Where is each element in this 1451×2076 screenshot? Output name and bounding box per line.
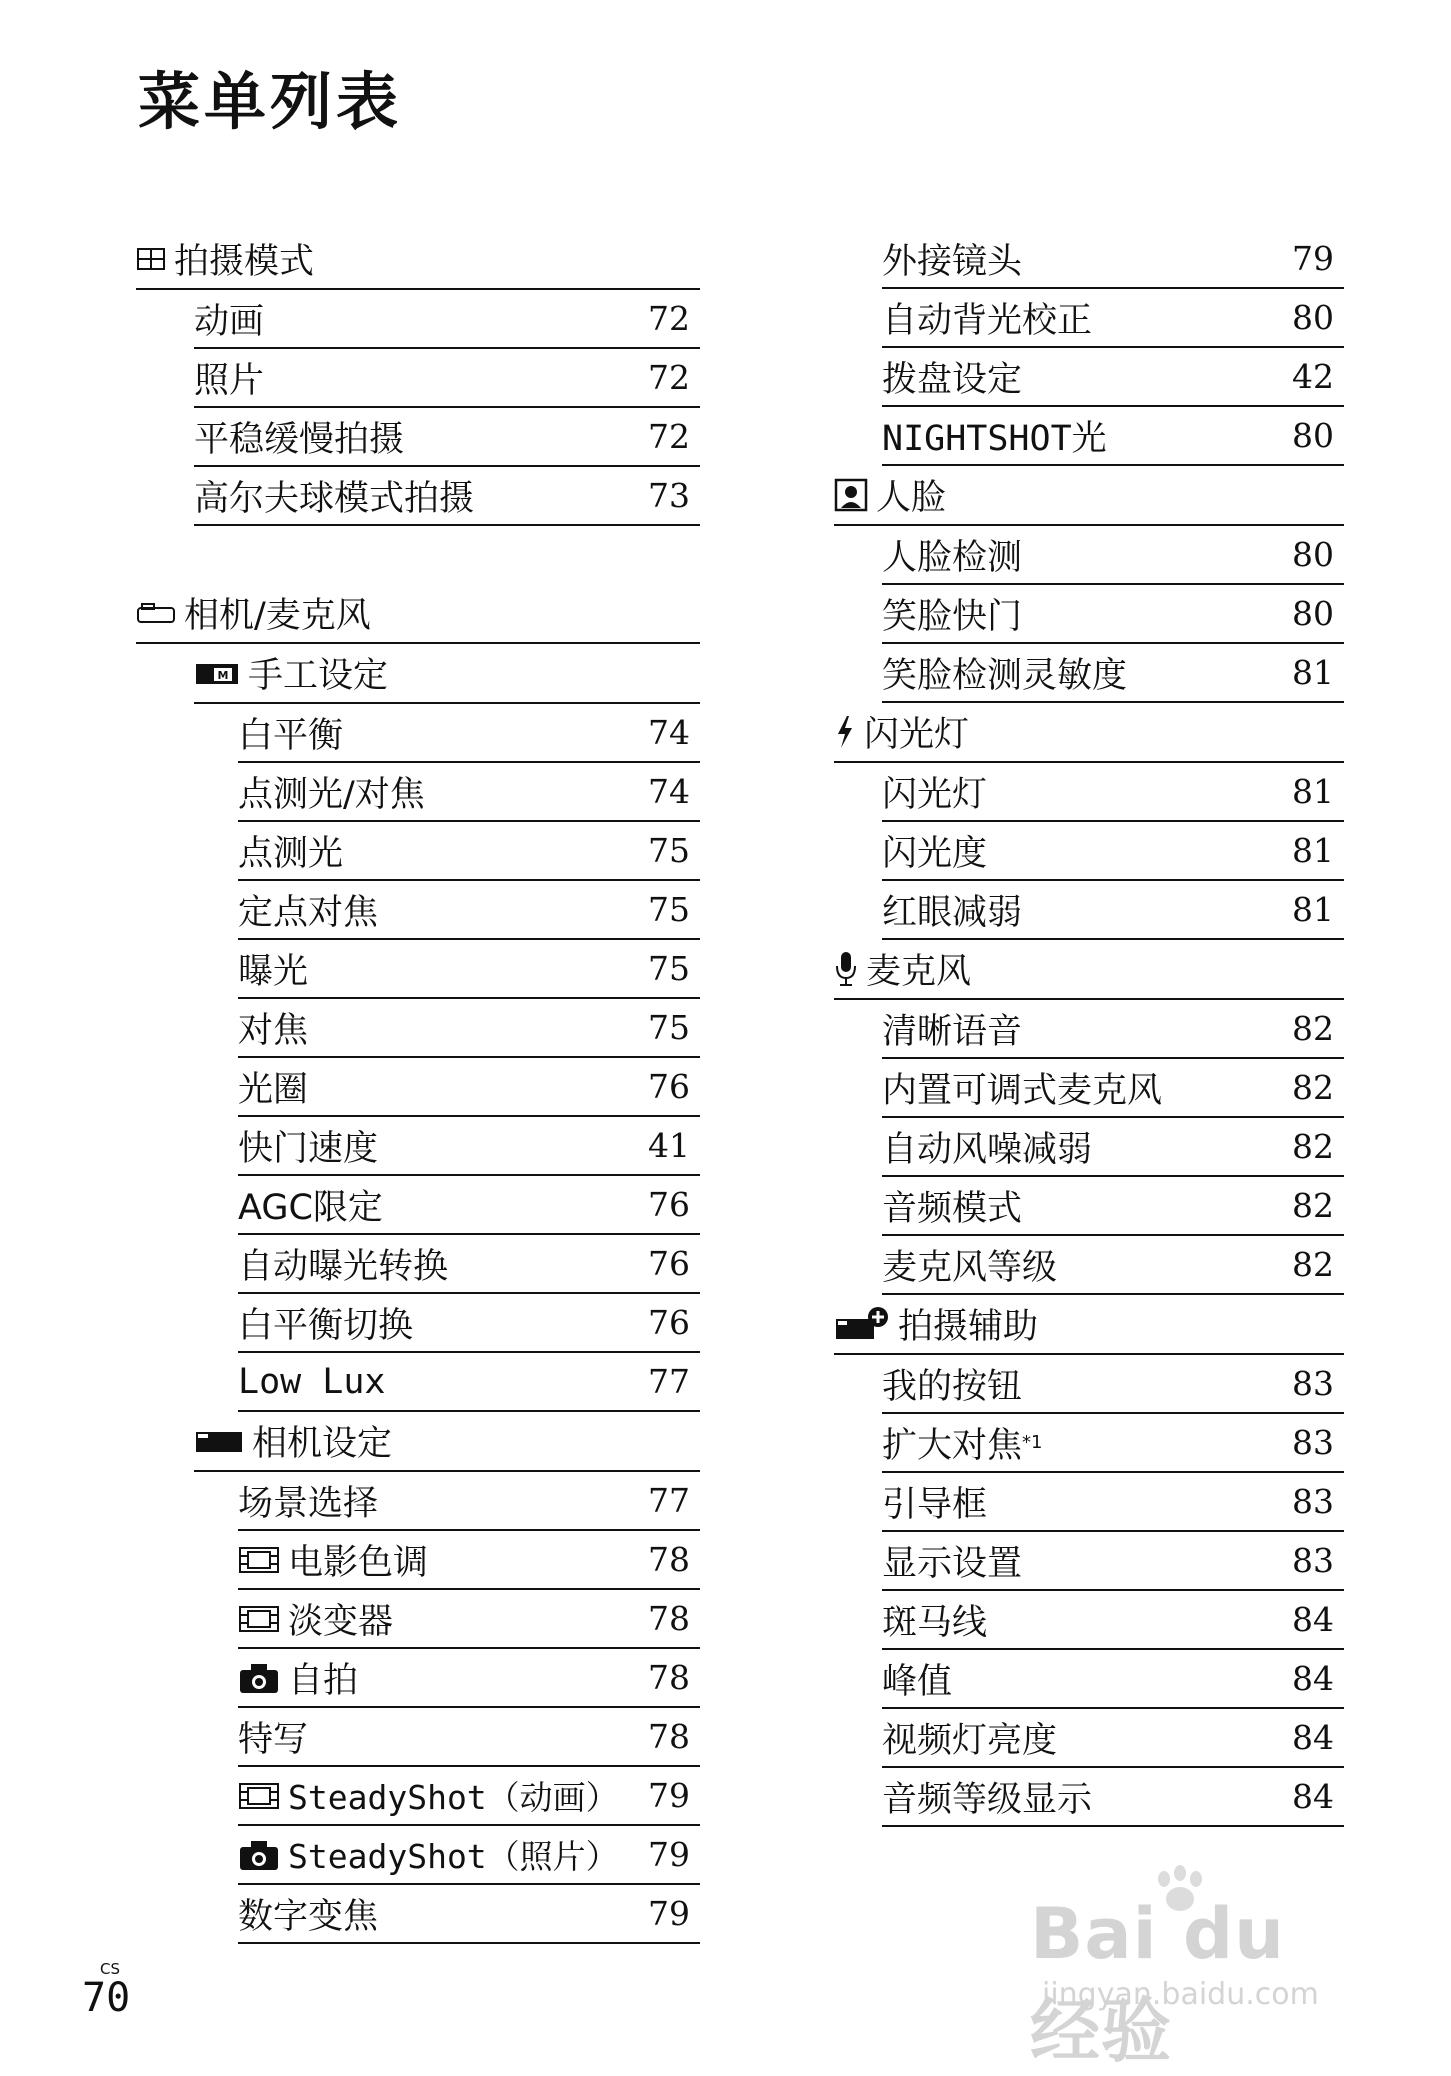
menu-item[interactable]: SteadyShot（动画） 79 bbox=[238, 1767, 700, 1826]
watermark-url: jingyan.baidu.com bbox=[1042, 1977, 1319, 2012]
language-mark: CS bbox=[100, 1960, 120, 1978]
menu-item[interactable]: 自动曝光转换 76 bbox=[238, 1235, 700, 1294]
menu-item[interactable]: 扩大对焦 *1 83 bbox=[882, 1414, 1344, 1473]
page-ref: 81 bbox=[1292, 772, 1334, 811]
section-heading: 麦克风 bbox=[866, 952, 972, 992]
page-ref: 78 bbox=[648, 1658, 690, 1697]
menu-item[interactable]: 平稳缓慢拍摄 72 bbox=[194, 408, 700, 467]
page-ref: 82 bbox=[1292, 1186, 1334, 1225]
page-ref: 80 bbox=[1292, 298, 1334, 337]
page-ref: 74 bbox=[648, 713, 690, 752]
page-ref: 80 bbox=[1292, 594, 1334, 633]
page-ref: 75 bbox=[648, 890, 690, 929]
page-title: 菜单列表 bbox=[138, 65, 403, 138]
menu-item[interactable]: 快门速度 41 bbox=[238, 1117, 700, 1176]
camera-icon bbox=[238, 1661, 280, 1695]
section-microphone bbox=[834, 940, 1344, 1000]
page-ref: 73 bbox=[648, 476, 690, 515]
menu-item[interactable]: 内置可调式麦克风 82 bbox=[882, 1059, 1344, 1118]
svg-text:M: M bbox=[217, 669, 229, 682]
camera-settings-icon bbox=[194, 1426, 244, 1456]
page-ref: 75 bbox=[648, 831, 690, 870]
page-ref: 77 bbox=[648, 1481, 690, 1520]
menu-item[interactable]: 外接镜头 79 bbox=[882, 230, 1344, 289]
section-heading: 手工设定 bbox=[248, 656, 389, 696]
face-icon bbox=[834, 478, 868, 512]
film-icon bbox=[238, 1545, 280, 1575]
page-ref: 81 bbox=[1292, 890, 1334, 929]
menu-item[interactable]: 曝光 75 bbox=[238, 940, 700, 999]
menu-item[interactable]: 斑马线 84 bbox=[882, 1591, 1344, 1650]
page-ref: 72 bbox=[648, 358, 690, 397]
section-flash bbox=[834, 703, 1344, 763]
menu-item[interactable]: 白平衡 74 bbox=[238, 704, 700, 763]
section-shooting-assist bbox=[834, 1295, 1344, 1355]
menu-item[interactable]: 白平衡切换 76 bbox=[238, 1294, 700, 1353]
menu-item[interactable]: 视频灯亮度 84 bbox=[882, 1709, 1344, 1768]
page-ref: 75 bbox=[648, 1008, 690, 1047]
page-ref: 83 bbox=[1292, 1541, 1334, 1580]
page-ref: 42 bbox=[1292, 357, 1334, 396]
menu-item[interactable]: 定点对焦 75 bbox=[238, 881, 700, 940]
page-ref: 78 bbox=[648, 1540, 690, 1579]
menu-item[interactable]: 场景选择 77 bbox=[238, 1472, 700, 1531]
menu-item[interactable]: 峰值 84 bbox=[882, 1650, 1344, 1709]
menu-item[interactable]: 红眼减弱 81 bbox=[882, 881, 1344, 940]
page-ref: 84 bbox=[1292, 1718, 1334, 1757]
footnote-mark: *1 bbox=[1022, 1432, 1043, 1453]
section-heading: 相机/麦克风 bbox=[184, 596, 371, 636]
menu-item[interactable]: 人脸检测 80 bbox=[882, 526, 1344, 585]
menu-item[interactable]: 笑脸检测灵敏度 81 bbox=[882, 644, 1344, 703]
page-ref: 74 bbox=[648, 772, 690, 811]
page-ref: 78 bbox=[648, 1717, 690, 1756]
page-number: 70 bbox=[82, 1975, 131, 2021]
menu-item[interactable]: 自动背光校正 80 bbox=[882, 289, 1344, 348]
menu-item[interactable]: 点测光/对焦 74 bbox=[238, 763, 700, 822]
menu-item[interactable]: AGC限定 76 bbox=[238, 1176, 700, 1235]
page-ref: 83 bbox=[1292, 1482, 1334, 1521]
page-ref: 82 bbox=[1292, 1127, 1334, 1166]
menu-item[interactable]: 电影色调 78 bbox=[238, 1531, 700, 1590]
page-ref: 72 bbox=[648, 299, 690, 338]
page-ref: 80 bbox=[1292, 416, 1334, 455]
menu-item[interactable]: Low Lux 77 bbox=[238, 1353, 700, 1412]
page-ref: 84 bbox=[1292, 1600, 1334, 1639]
page-ref: 76 bbox=[648, 1185, 690, 1224]
menu-item[interactable]: 拨盘设定 42 bbox=[882, 348, 1344, 407]
page-ref: 81 bbox=[1292, 831, 1334, 870]
menu-item[interactable]: 点测光 75 bbox=[238, 822, 700, 881]
film-icon bbox=[238, 1781, 280, 1811]
menu-item[interactable]: NIGHTSHOT光 80 bbox=[882, 407, 1344, 466]
menu-item[interactable]: 麦克风等级 82 bbox=[882, 1236, 1344, 1295]
page-ref: 82 bbox=[1292, 1245, 1334, 1284]
menu-item[interactable]: 淡变器 78 bbox=[238, 1590, 700, 1649]
page-ref: 79 bbox=[648, 1894, 690, 1933]
menu-item[interactable]: 照片 72 bbox=[194, 349, 700, 408]
menu-item[interactable]: SteadyShot（照片） 79 bbox=[238, 1826, 700, 1885]
menu-item[interactable]: 数字变焦 79 bbox=[238, 1885, 700, 1944]
menu-item[interactable]: 光圈 76 bbox=[238, 1058, 700, 1117]
page-ref: 78 bbox=[648, 1599, 690, 1638]
page-ref: 82 bbox=[1292, 1068, 1334, 1107]
grid-mode-icon bbox=[136, 246, 166, 272]
microphone-icon bbox=[834, 950, 858, 988]
page-ref: 83 bbox=[1292, 1423, 1334, 1462]
section-camera-settings bbox=[194, 1412, 700, 1472]
menu-item[interactable]: 音频等级显示 84 bbox=[882, 1768, 1344, 1827]
menu-item[interactable]: 笑脸快门 80 bbox=[882, 585, 1344, 644]
camera-icon bbox=[238, 1838, 280, 1872]
section-camera-mic bbox=[136, 584, 700, 644]
menu-item[interactable]: 清晰语音 82 bbox=[882, 1000, 1344, 1059]
shooting-assist-icon bbox=[834, 1305, 890, 1343]
manual-camera-icon bbox=[194, 658, 240, 688]
page-ref: 82 bbox=[1292, 1009, 1334, 1048]
page-ref: 80 bbox=[1292, 535, 1334, 574]
page-ref: 79 bbox=[648, 1835, 690, 1874]
menu-item[interactable]: 音频模式 82 bbox=[882, 1177, 1344, 1236]
section-heading: 人脸 bbox=[876, 478, 947, 518]
camcorder-icon bbox=[136, 600, 176, 626]
right-column bbox=[834, 230, 1344, 1827]
flash-icon bbox=[834, 714, 856, 750]
page-ref: 79 bbox=[648, 1776, 690, 1815]
page-ref: 84 bbox=[1292, 1777, 1334, 1816]
page-ref: 72 bbox=[648, 417, 690, 456]
watermark-brand: Bai du 经验 bbox=[1030, 1893, 1285, 2072]
film-icon bbox=[238, 1604, 280, 1634]
page-ref: 84 bbox=[1292, 1659, 1334, 1698]
page-ref: 76 bbox=[648, 1244, 690, 1283]
section-heading: 拍摄辅助 bbox=[898, 1307, 1039, 1347]
section-face bbox=[834, 466, 1344, 526]
menu-item[interactable]: 显示设置 83 bbox=[882, 1532, 1344, 1591]
menu-item[interactable]: 动画 72 bbox=[194, 290, 700, 349]
page-ref: 81 bbox=[1292, 653, 1334, 692]
page-ref: 76 bbox=[648, 1067, 690, 1106]
left-column bbox=[136, 230, 700, 1944]
section-manual-settings bbox=[194, 644, 700, 704]
page-ref: 76 bbox=[648, 1303, 690, 1342]
section-heading: 拍摄模式 bbox=[174, 242, 315, 282]
page-ref: 77 bbox=[648, 1362, 690, 1401]
section-shooting-mode bbox=[136, 230, 700, 290]
menu-item[interactable]: 引导框 83 bbox=[882, 1473, 1344, 1532]
page-ref: 79 bbox=[1292, 239, 1334, 278]
menu-item[interactable]: 闪光度 81 bbox=[882, 822, 1344, 881]
menu-item[interactable]: 对焦 75 bbox=[238, 999, 700, 1058]
menu-item[interactable]: 特写 78 bbox=[238, 1708, 700, 1767]
page-ref: 41 bbox=[648, 1126, 690, 1165]
menu-item[interactable]: 高尔夫球模式拍摄 73 bbox=[194, 467, 700, 526]
watermark bbox=[1030, 1865, 1370, 2072]
page-ref: 75 bbox=[648, 949, 690, 988]
menu-item[interactable]: 我的按钮 83 bbox=[882, 1355, 1344, 1414]
section-heading: 闪光灯 bbox=[864, 715, 970, 755]
menu-item[interactable]: 自动风噪减弱 82 bbox=[882, 1118, 1344, 1177]
menu-item[interactable]: 自拍 78 bbox=[238, 1649, 700, 1708]
page-ref: 83 bbox=[1292, 1364, 1334, 1403]
menu-item[interactable]: 闪光灯 81 bbox=[882, 763, 1344, 822]
section-heading: 相机设定 bbox=[252, 1424, 393, 1464]
